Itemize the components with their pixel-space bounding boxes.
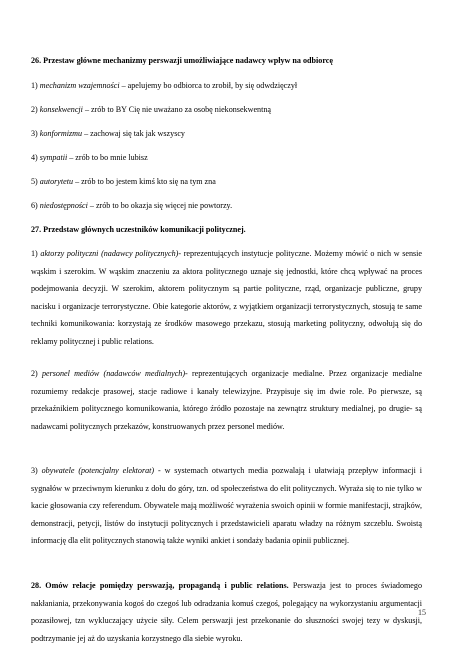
mechanism-item-5: 5) autorytetu – zrób to bo jestem kimś kto się na tym zna <box>31 177 216 186</box>
mechanism-item-3: 3) konformizmu – zachowaj się tak jak wszyscy <box>31 129 185 138</box>
mechanism-item-2: 2) konsekwencji – zrób to BY Cię nie uważano za osobę niekonsekwentną <box>31 105 271 114</box>
heading-28: 28. Omów relacje pomiędzy perswazją, propagandą i public relations. <box>31 581 289 590</box>
participant-paragraph-2: 2) personel mediów (nadawców medialnych)- reprezentujących organizacje medialne. Przez organizacje medialne rozumiemy redakcje prasowej, stacje radiowe i kanały telewizyjne. Przypisuje się im dwie role. Po pierwsze, są przekaźnikiem politycznego komunikowania, którego źródło pozostaje na zewnątrz struktury medialnej, po drugie- są nadawcami politycznych przekazów, konstruowanych przez personel mediów. <box>31 369 423 431</box>
mechanism-item-1: 1) mechanizm wzajemności – apelujemy bo odbiorca to zrobił, by się odwdzięczył <box>31 81 298 90</box>
heading-27: 27. Przedstaw głównych uczestników komunikacji politycznej. <box>31 225 246 234</box>
mechanism-item-6: 6) niedostępności – zrób to bo okazja się więcej nie powtorzy. <box>31 201 233 210</box>
mechanism-item-4: 4) sympatii – zrób to bo mnie lubisz <box>31 153 148 162</box>
participant-paragraph-1: 1) aktorzy polityczni (nadawcy politycznych)- reprezentujących instytucje polityczne. Możemy mówić o nich w sensie wąskim i szerokim. W wąskim znaczeniu za aktora politycznego uznaje się jednostki, które chcą wpływać na proces podejmowania decyzji. W szerokim, aktorem politycznym są partie polityczne, rząd, organizacje publiczne, grupy nacisku i organizacje terrorystyczne. Obie kategorie aktorów, z wyjątkiem organizacji terrorystycznych, stosują te same techniki komunikowania: korzystają ze środków masowego przekazu, stosują marketing polityczny, odwołują się do reklamy politycznej i public relations. <box>31 249 422 346</box>
page-number: 15 <box>418 608 426 617</box>
participant-paragraph-3: 3) obywatele (potencjalny elektorat) - w systemach otwartych media pozwalają i ułatwiają przepływ informacji i sygnałów w przeciwnym kierunku z dołu do góry, tzn. od społeczeństwa do elit politycznych. Wyraża się to nie tylko w kacie głosowania czy referendum. Obywatele mają możliwość wyrażenia swoich opinii w formie manifestacji, strajków, demonstracji, petycji, listów do instytucji politycznych i przedstawicieli aparatu władzy na różnym szczeblu. Swoistą informację dla elit politycznych stanowią także wyniki ankiet i sondaży badania opinii publicznej. <box>31 466 422 545</box>
section-28-paragraph: 28. Omów relacje pomiędzy perswazją, propagandą i public relations. Perswazja jest to proces świadomego nakłaniania, przekonywania kogoś do czegoś lub odradzania komuś czegoś, polegający na wykorzystaniu argumentacji pozasiłowej, tzn wykluczający użycie siły. Celem perswazji jest przekonanie do słuszności swojej tezy w dyskusji, podtrzymanie jej aż do uzyskania korzystnego dla siebie wyroku. <box>31 581 422 643</box>
heading-26: 26. Przestaw główne mechanizmy perswazji umożliwiające nadawcy wpływ na odbiorcę <box>31 56 333 65</box>
